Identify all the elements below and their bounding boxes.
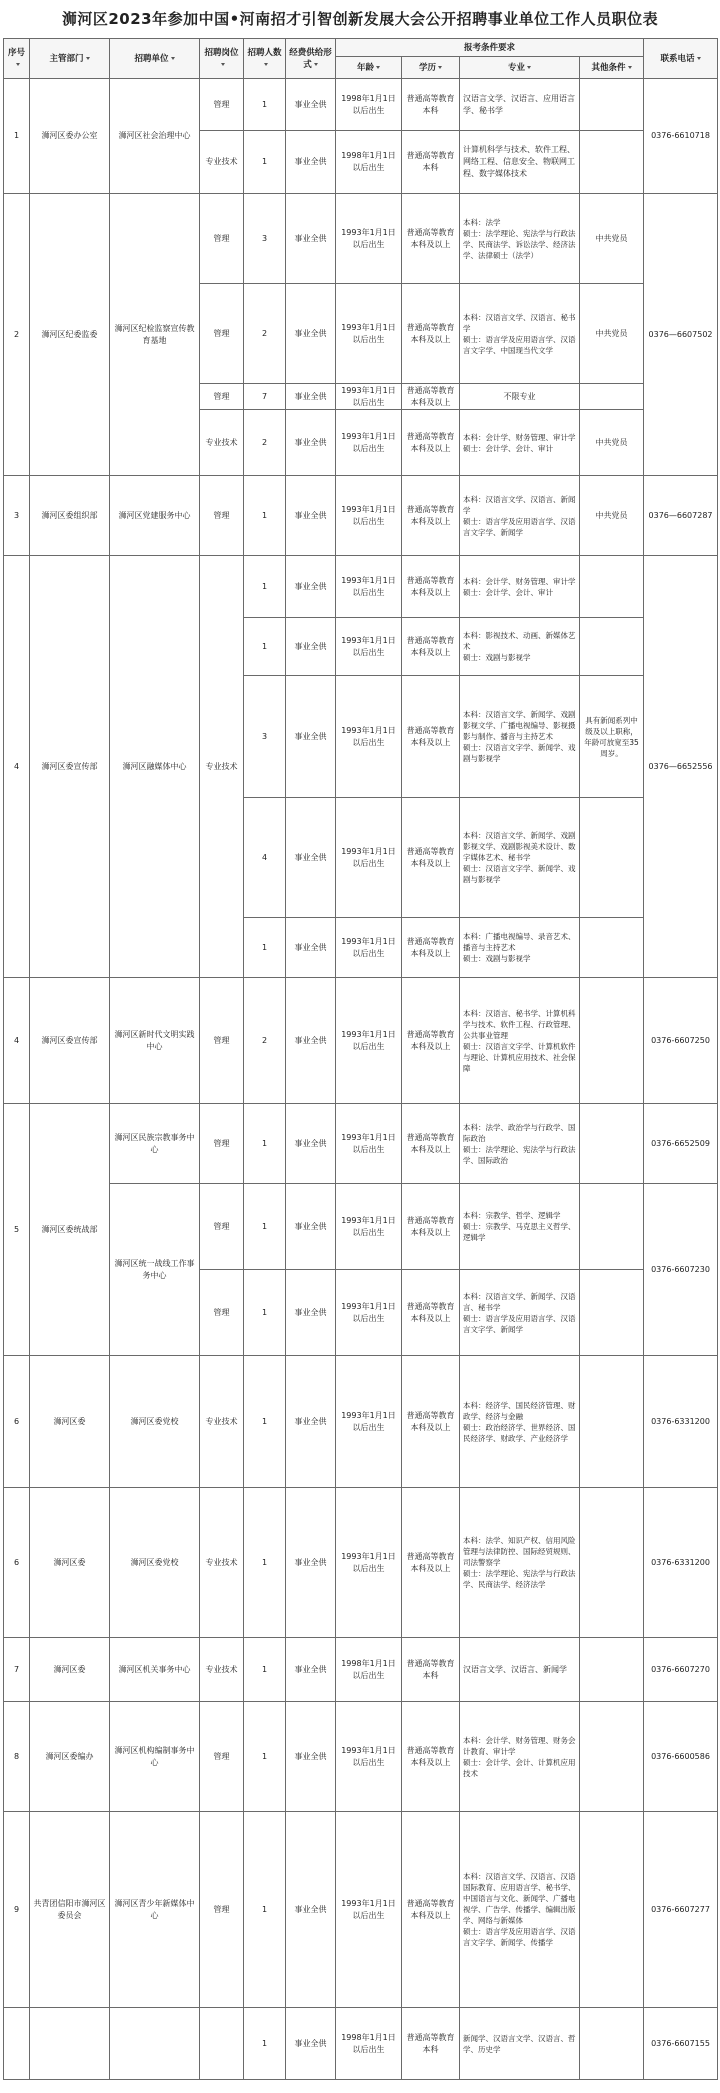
count-cell: 1: [244, 1638, 286, 1702]
table-row: [4, 1356, 718, 1488]
count-cell: 7: [244, 384, 286, 410]
filter-arrow-icon[interactable]: [221, 63, 225, 66]
col-post-header[interactable]: 招聘岗位: [200, 39, 244, 79]
fund-cell: 事业全供: [286, 676, 336, 798]
dept-cell: 浉河区委: [30, 1356, 110, 1488]
edu-cell: 普通高等教育本科及以上: [402, 284, 460, 384]
unit-cell: 浉河区融媒体中心: [110, 556, 200, 978]
col-fund-header[interactable]: 经费供给形式: [286, 39, 336, 79]
count-cell: 1: [244, 476, 286, 556]
edu-cell: 普通高等教育本科及以上: [402, 676, 460, 798]
unit-cell: 浉河区民族宗教事务中心: [110, 1104, 200, 1184]
dept-cell: 浉河区委统战部: [30, 1104, 110, 1356]
table-row: [4, 1184, 718, 1270]
table-row: [4, 1638, 718, 1702]
edu-cell: 普通高等教育本科: [402, 1638, 460, 1702]
dept-cell: 浉河区委: [30, 1488, 110, 1638]
post-cell: 管理: [200, 384, 244, 410]
post-cell: 管理: [200, 476, 244, 556]
fund-cell: 事业全供: [286, 284, 336, 384]
age-cell: 1998年1月1日以后出生: [336, 2008, 402, 2080]
filter-arrow-icon[interactable]: [86, 57, 90, 60]
other-cell: [580, 1270, 644, 1356]
other-cell: [580, 1184, 644, 1270]
post-cell: 专业技术: [200, 410, 244, 476]
filter-arrow-icon[interactable]: [438, 66, 442, 69]
other-cell: [580, 1812, 644, 2008]
table-row: [4, 194, 718, 284]
post-cell: 管理: [200, 284, 244, 384]
dept-cell: 浉河区委编办: [30, 1702, 110, 1812]
phone-cell: 0376—6607502: [644, 194, 718, 476]
edu-cell: 普通高等教育本科及以上: [402, 618, 460, 676]
seq-cell: 1: [4, 79, 30, 194]
fund-cell: 事业全供: [286, 1104, 336, 1184]
seq-cell: 4: [4, 556, 30, 978]
age-cell: 1993年1月1日以后出生: [336, 1702, 402, 1812]
age-cell: 1998年1月1日以后出生: [336, 79, 402, 131]
other-cell: [580, 131, 644, 194]
phone-cell: 0376-6607155: [644, 2008, 718, 2080]
age-cell: 1993年1月1日以后出生: [336, 618, 402, 676]
post-cell: 专业技术: [200, 1488, 244, 1638]
fund-cell: 事业全供: [286, 978, 336, 1104]
age-cell: 1993年1月1日以后出生: [336, 918, 402, 978]
count-cell: 1: [244, 918, 286, 978]
unit-cell: 浉河区新时代文明实践中心: [110, 978, 200, 1104]
seq-cell: 2: [4, 194, 30, 476]
major-cell: 本科：会计学、财务管理、审计学 硕士：会计学、会计、审计: [460, 410, 580, 476]
count-cell: 1: [244, 1488, 286, 1638]
count-cell: 1: [244, 2008, 286, 2080]
major-cell: 本科：汉语言、秘书学、计算机科学与技术、软件工程、行政管理、公共事业管理 硕士：汉语言文字学、计算机软件与理论、计算机应用技术、社会保障: [460, 978, 580, 1104]
age-cell: 1993年1月1日以后出生: [336, 978, 402, 1104]
post-cell: 管理: [200, 79, 244, 131]
other-cell: 具有新闻系列中级及以上职称，年龄可放宽至35周岁。: [580, 676, 644, 798]
post-cell: 管理: [200, 1812, 244, 2008]
count-cell: 1: [244, 1356, 286, 1488]
other-cell: 中共党员: [580, 194, 644, 284]
fund-cell: 事业全供: [286, 1270, 336, 1356]
edu-cell: 普通高等教育本科及以上: [402, 410, 460, 476]
age-cell: 1993年1月1日以后出生: [336, 1812, 402, 2008]
unit-cell: [110, 2008, 200, 2080]
unit-cell: 浉河区纪检监察宣传教育基地: [110, 194, 200, 476]
edu-cell: 普通高等教育本科及以上: [402, 556, 460, 618]
fund-cell: 事业全供: [286, 131, 336, 194]
edu-cell: 普通高等教育本科及以上: [402, 194, 460, 284]
other-cell: [580, 798, 644, 918]
seq-cell: 7: [4, 1638, 30, 1702]
seq-cell: [4, 2008, 30, 2080]
major-cell: 本科：会计学、财务管理、审计学 硕士：会计学、会计、审计: [460, 556, 580, 618]
page-title: 浉河区2023年参加中国•河南招才引智创新发展大会公开招聘事业单位工作人员职位表: [61, 10, 659, 28]
unit-cell: 浉河区青少年新媒体中心: [110, 1812, 200, 2008]
age-cell: 1993年1月1日以后出生: [336, 284, 402, 384]
dept-cell: 浉河区委组织部: [30, 476, 110, 556]
post-cell: [200, 2008, 244, 2080]
major-cell: 本科：汉语言文学、汉语言、汉语国际教育、应用语言学、秘书学、中国语言与文化、新闻学、广播电视学、广告学、传播学、编辑出版学、网络与新媒体 硕士：语言学及应用语言学、汉语言文字学、新闻学、传播学: [460, 1812, 580, 2008]
count-cell: 1: [244, 1812, 286, 2008]
job-table: [3, 38, 718, 2080]
age-cell: 1998年1月1日以后出生: [336, 1638, 402, 1702]
seq-cell: 8: [4, 1702, 30, 1812]
phone-cell: 0376—6607287: [644, 476, 718, 556]
seq-cell: 3: [4, 476, 30, 556]
col-phone-header[interactable]: 联系电话: [644, 39, 718, 79]
major-cell: 本科：汉语言文学、新闻学、戏剧影视文学、广播电视编导、影视摄影与制作、播音与主持艺术 硕士：汉语言文字学、新闻学、戏剧与影视学: [460, 676, 580, 798]
col-edu-header[interactable]: 学历: [402, 57, 460, 79]
other-cell: [580, 1356, 644, 1488]
unit-cell: 浉河区委党校: [110, 1488, 200, 1638]
filter-arrow-icon[interactable]: [16, 63, 20, 66]
dept-cell: 共青团信阳市浉河区委员会: [30, 1812, 110, 2008]
age-cell: 1993年1月1日以后出生: [336, 1184, 402, 1270]
col-age-header[interactable]: 年龄: [336, 57, 402, 79]
major-cell: 新闻学、汉语言文学、汉语言、哲学、历史学: [460, 2008, 580, 2080]
dept-cell: 浉河区委宣传部: [30, 556, 110, 978]
count-cell: 1: [244, 1104, 286, 1184]
count-cell: 1: [244, 1184, 286, 1270]
unit-cell: 浉河区机构编制事务中心: [110, 1702, 200, 1812]
phone-cell: 0376-6607230: [644, 1184, 718, 1356]
edu-cell: 普通高等教育本科及以上: [402, 1488, 460, 1638]
edu-cell: 普通高等教育本科及以上: [402, 978, 460, 1104]
fund-cell: 事业全供: [286, 1812, 336, 2008]
post-cell: 专业技术: [200, 131, 244, 194]
edu-cell: 普通高等教育本科及以上: [402, 1104, 460, 1184]
phone-cell: 0376-6610718: [644, 79, 718, 194]
other-cell: 中共党员: [580, 476, 644, 556]
other-cell: 中共党员: [580, 284, 644, 384]
requirements-header: 报考条件要求: [336, 39, 644, 57]
dept-cell: [30, 2008, 110, 2080]
filter-arrow-icon[interactable]: [264, 63, 268, 66]
fund-cell: 事业全供: [286, 2008, 336, 2080]
table-row: [4, 1702, 718, 1812]
count-cell: 3: [244, 194, 286, 284]
seq-cell: 4: [4, 978, 30, 1104]
post-cell: 专业技术: [200, 1638, 244, 1702]
table-row: [4, 2008, 718, 2080]
major-cell: 本科：汉语言文学、新闻学、汉语言、秘书学 硕士：语言学及应用语言学、汉语言文字学、新闻学: [460, 1270, 580, 1356]
major-cell: 本科：法学、政治学与行政学、国际政治 硕士：法学理论、宪法学与行政法学、国际政治: [460, 1104, 580, 1184]
count-cell: 3: [244, 676, 286, 798]
other-cell: [580, 1488, 644, 1638]
fund-cell: 事业全供: [286, 79, 336, 131]
seq-cell: 6: [4, 1488, 30, 1638]
dept-cell: 浉河区委办公室: [30, 79, 110, 194]
other-cell: [580, 1638, 644, 1702]
edu-cell: 普通高等教育本科及以上: [402, 1270, 460, 1356]
fund-cell: 事业全供: [286, 1638, 336, 1702]
fund-cell: 事业全供: [286, 476, 336, 556]
post-cell: 专业技术: [200, 1356, 244, 1488]
major-cell: 本科：广播电视编导、录音艺术、播音与主持艺术 硕士：戏剧与影视学: [460, 918, 580, 978]
major-cell: 本科：影视技术、动画、新媒体艺术 硕士：戏剧与影视学: [460, 618, 580, 676]
filter-arrow-icon[interactable]: [628, 66, 632, 69]
major-cell: 本科：宗教学、哲学、逻辑学 硕士：宗教学、马克思主义哲学、逻辑学: [460, 1184, 580, 1270]
post-cell: 管理: [200, 194, 244, 284]
post-cell: 管理: [200, 1184, 244, 1270]
major-cell: 本科：法学 硕士：法学理论、宪法学与行政法学、民商法学、诉讼法学、经济法学、法律硕士（法学）: [460, 194, 580, 284]
other-cell: [580, 1702, 644, 1812]
other-cell: [580, 618, 644, 676]
major-cell: 本科：汉语言文学、汉语言、秘书学 硕士：语言学及应用语言学、汉语言文字学、中国现当代文学: [460, 284, 580, 384]
age-cell: 1993年1月1日以后出生: [336, 1356, 402, 1488]
count-cell: 1: [244, 1270, 286, 1356]
edu-cell: 普通高等教育本科及以上: [402, 1702, 460, 1812]
phone-cell: 0376-6607270: [644, 1638, 718, 1702]
unit-cell: 浉河区机关事务中心: [110, 1638, 200, 1702]
other-cell: [580, 1104, 644, 1184]
major-cell: 不限专业: [460, 384, 580, 410]
col-unit-header[interactable]: 招聘单位: [110, 39, 200, 79]
post-cell: 专业技术: [200, 556, 244, 978]
fund-cell: 事业全供: [286, 384, 336, 410]
col-dept-header[interactable]: 主管部门: [30, 39, 110, 79]
table-row: [4, 556, 718, 618]
major-cell: 本科：汉语言文学、汉语言、新闻学 硕士：语言学及应用语言学、汉语言文字学、新闻学: [460, 476, 580, 556]
count-cell: 1: [244, 131, 286, 194]
fund-cell: 事业全供: [286, 410, 336, 476]
table-row: [4, 1488, 718, 1638]
age-cell: 1993年1月1日以后出生: [336, 194, 402, 284]
age-cell: 1993年1月1日以后出生: [336, 676, 402, 798]
unit-cell: 浉河区党建服务中心: [110, 476, 200, 556]
seq-cell: 6: [4, 1356, 30, 1488]
age-cell: 1993年1月1日以后出生: [336, 556, 402, 618]
phone-cell: 0376-6600586: [644, 1702, 718, 1812]
age-cell: 1993年1月1日以后出生: [336, 410, 402, 476]
phone-cell: 0376-6607277: [644, 1812, 718, 2008]
count-cell: 4: [244, 798, 286, 918]
seq-cell: 5: [4, 1104, 30, 1356]
filter-arrow-icon[interactable]: [314, 63, 318, 66]
unit-cell: 浉河区统一战线工作事务中心: [110, 1184, 200, 1356]
edu-cell: 普通高等教育本科: [402, 131, 460, 194]
other-cell: 中共党员: [580, 410, 644, 476]
edu-cell: 普通高等教育本科及以上: [402, 476, 460, 556]
age-cell: 1993年1月1日以后出生: [336, 384, 402, 410]
count-cell: 1: [244, 556, 286, 618]
edu-cell: 普通高等教育本科: [402, 79, 460, 131]
phone-cell: 0376-6331200: [644, 1356, 718, 1488]
fund-cell: 事业全供: [286, 1356, 336, 1488]
unit-cell: 浉河区社会治理中心: [110, 79, 200, 194]
post-cell: 管理: [200, 978, 244, 1104]
edu-cell: 普通高等教育本科及以上: [402, 1356, 460, 1488]
count-cell: 2: [244, 978, 286, 1104]
edu-cell: 普通高等教育本科及以上: [402, 798, 460, 918]
edu-cell: 普通高等教育本科及以上: [402, 1184, 460, 1270]
major-cell: 本科：会计学、财务管理、财务会计教育、审计学 硕士：会计学、会计、计算机应用技术: [460, 1702, 580, 1812]
edu-cell: 普通高等教育本科及以上: [402, 918, 460, 978]
other-cell: [580, 384, 644, 410]
age-cell: 1998年1月1日以后出生: [336, 131, 402, 194]
age-cell: 1993年1月1日以后出生: [336, 1488, 402, 1638]
table-row: [4, 476, 718, 556]
table-row: [4, 1104, 718, 1184]
edu-cell: 普通高等教育本科: [402, 2008, 460, 2080]
fund-cell: 事业全供: [286, 618, 336, 676]
filter-arrow-icon[interactable]: [527, 66, 531, 69]
dept-cell: 浉河区委宣传部: [30, 978, 110, 1104]
table-row: [4, 1812, 718, 2008]
phone-cell: 0376-6331200: [644, 1488, 718, 1638]
fund-cell: 事业全供: [286, 1702, 336, 1812]
other-cell: [580, 918, 644, 978]
post-cell: 管理: [200, 1270, 244, 1356]
other-cell: [580, 2008, 644, 2080]
age-cell: 1993年1月1日以后出生: [336, 476, 402, 556]
filter-arrow-icon[interactable]: [376, 66, 380, 69]
count-cell: 2: [244, 410, 286, 476]
count-cell: 1: [244, 79, 286, 131]
filter-arrow-icon[interactable]: [697, 57, 701, 60]
seq-cell: 9: [4, 1812, 30, 2008]
major-cell: 汉语言文学、汉语言、应用语言学、秘书学: [460, 79, 580, 131]
phone-cell: 0376-6607250: [644, 978, 718, 1104]
edu-cell: 普通高等教育本科及以上: [402, 1812, 460, 2008]
fund-cell: 事业全供: [286, 1488, 336, 1638]
post-cell: 管理: [200, 1104, 244, 1184]
fund-cell: 事业全供: [286, 194, 336, 284]
post-cell: 管理: [200, 1702, 244, 1812]
fund-cell: 事业全供: [286, 918, 336, 978]
other-cell: [580, 556, 644, 618]
phone-cell: 0376-6652509: [644, 1104, 718, 1184]
edu-cell: 普通高等教育本科及以上: [402, 384, 460, 410]
col-seq-header[interactable]: 序号: [4, 39, 30, 79]
major-cell: 汉语言文学、汉语言、新闻学: [460, 1638, 580, 1702]
count-cell: 1: [244, 618, 286, 676]
age-cell: 1993年1月1日以后出生: [336, 1104, 402, 1184]
count-cell: 2: [244, 284, 286, 384]
major-cell: 计算机科学与技术、软件工程、网络工程、信息安全、物联网工程、数字媒体技术: [460, 131, 580, 194]
dept-cell: 浉河区纪委监委: [30, 194, 110, 476]
other-cell: [580, 978, 644, 1104]
fund-cell: 事业全供: [286, 1184, 336, 1270]
table-row: [4, 978, 718, 1104]
header-row: [4, 39, 718, 57]
filter-arrow-icon[interactable]: [171, 57, 175, 60]
phone-cell: 0376—6652556: [644, 556, 718, 978]
count-cell: 1: [244, 1702, 286, 1812]
age-cell: 1993年1月1日以后出生: [336, 1270, 402, 1356]
col-count-header[interactable]: 招聘人数: [244, 39, 286, 79]
major-cell: 本科：汉语言文学、新闻学、戏剧影视文学、戏剧影视美术设计、数字媒体艺术、秘书学 硕士：汉语言文字学、新闻学、戏剧与影视学: [460, 798, 580, 918]
major-cell: 本科：经济学、国民经济管理、财政学、经济与金融 硕士：政治经济学、世界经济、国民经济学、财政学、产业经济学: [460, 1356, 580, 1488]
table-row: [4, 79, 718, 131]
fund-cell: 事业全供: [286, 798, 336, 918]
fund-cell: 事业全供: [286, 556, 336, 618]
col-other-header[interactable]: 其他条件: [580, 57, 644, 79]
col-major-header[interactable]: 专业: [460, 57, 580, 79]
dept-cell: 浉河区委: [30, 1638, 110, 1702]
major-cell: 本科：法学、知识产权、信用风险管理与法律防控、国际经贸规则、司法警察学 硕士：法学理论、宪法学与行政法学、民商法学、经济法学: [460, 1488, 580, 1638]
other-cell: [580, 79, 644, 131]
age-cell: 1993年1月1日以后出生: [336, 798, 402, 918]
unit-cell: 浉河区委党校: [110, 1356, 200, 1488]
